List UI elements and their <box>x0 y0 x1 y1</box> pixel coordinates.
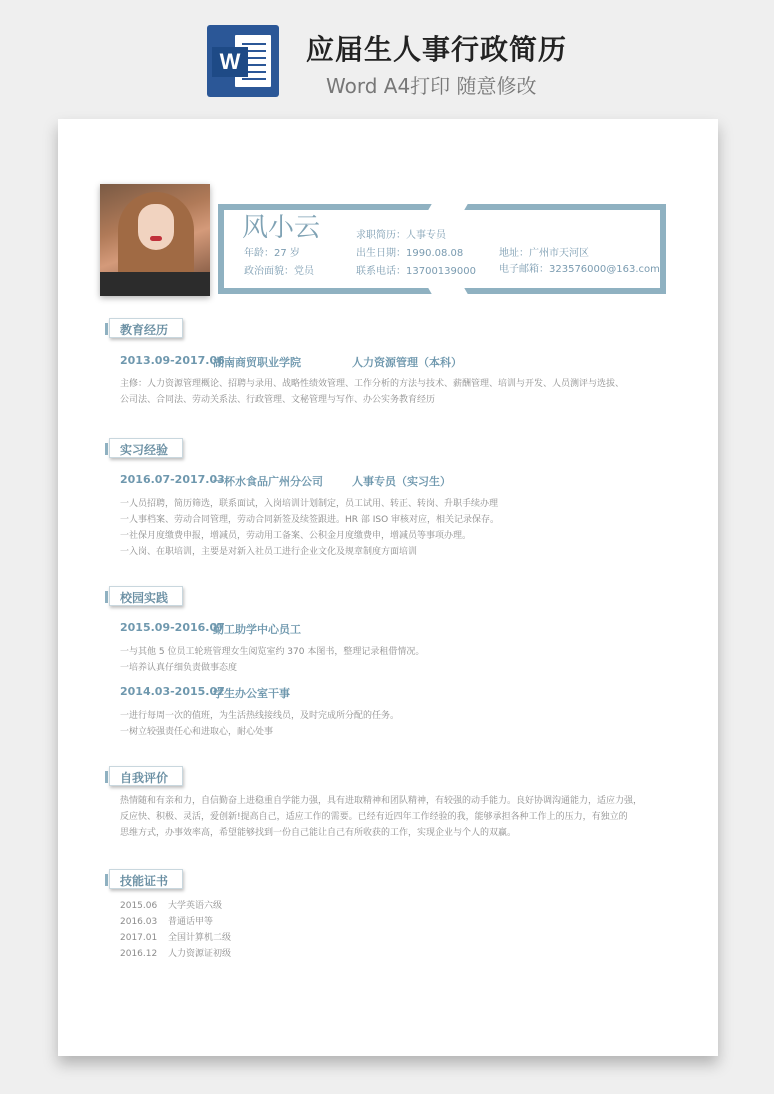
campus-details-1 <box>120 644 424 676</box>
profile-name: 风小云 <box>242 213 321 243</box>
cert-date: 2016.12 <box>120 949 158 959</box>
banner-title: 应届生人事行政简历 <box>306 33 568 66</box>
profile-phone: 联系电话：13700139000 <box>356 266 476 277</box>
education-period: 2013.09-2017.06 <box>120 354 225 367</box>
section-title: 技能证书 <box>120 874 169 888</box>
text-line: 一社保月度缴费申报，增减员，劳动用工备案、公积金月度缴费申，增减员等事项办理。 <box>120 531 472 541</box>
section-education-header <box>109 318 183 338</box>
profile-objective: 求职简历：人事专员 <box>356 230 446 241</box>
education-major: 人力资源管理（本科） <box>352 356 462 369</box>
text-line: 热情随和有亲和力，自信勤奋上进稳重自学能力强，具有进取精神和团队精神，有较强的动手能力。良好协调沟通能力，适应力强， <box>120 796 643 806</box>
text-line: 一进行每周一次的值班，为生活热线接线员，及时完成所分配的任务。 <box>120 711 400 721</box>
cert-date: 2017.01 <box>120 933 158 943</box>
section-campus-header <box>109 586 183 606</box>
campus-period-1: 2015.09-2016.07 <box>120 621 225 634</box>
word-icon <box>207 25 279 97</box>
self-evaluation-text <box>120 793 642 841</box>
profile-address: 地址：广州市天河区 <box>499 248 589 259</box>
cert-name: 大学英语六级 <box>168 901 223 911</box>
education-school: 湖南商贸职业学院 <box>213 356 301 369</box>
text-line: 一树立较强责任心和进取心，耐心处事 <box>120 727 274 737</box>
text-line: 一入岗、在职培训，主要是对新入社员工进行企业文化及规章制度方面培训 <box>120 547 418 557</box>
cert-date: 2015.06 <box>120 901 158 911</box>
internship-role: 人事专员（实习生） <box>352 475 451 488</box>
text-line: 公司法、合同法、劳动关系法、行政管理、文秘管理与写作、办公实务教育经历 <box>120 395 436 405</box>
text-line: 思维方式，办事效率高，希望能够找到一份自己能让自己有所收获的工作，实现企业与个人的双赢。 <box>120 828 517 838</box>
section-certs-header <box>109 869 183 889</box>
cert-date: 2016.03 <box>120 917 158 927</box>
banner <box>0 0 774 110</box>
section-internship-header <box>109 438 183 458</box>
section-title: 教育经历 <box>120 323 169 337</box>
cert-row <box>120 914 213 927</box>
avatar-photo <box>100 184 210 296</box>
resume-page <box>58 119 718 1056</box>
cert-row <box>120 930 231 943</box>
section-title: 校园实践 <box>120 591 169 605</box>
education-details <box>120 376 624 408</box>
cert-name: 普通话甲等 <box>168 917 214 927</box>
cert-row <box>120 946 231 959</box>
internship-period: 2016.07-2017.03 <box>120 473 225 486</box>
section-self-header <box>109 766 183 786</box>
internship-company: 一杯水食品广州分公司 <box>213 475 323 488</box>
section-title: 自我评价 <box>120 771 169 785</box>
campus-details-2 <box>120 708 399 740</box>
banner-subtitle: Word A4打印 随意修改 <box>326 74 537 98</box>
section-title: 实习经验 <box>120 443 169 457</box>
text-line: 一与其他 5 位员工轮班管理女生阅览室约 370 本图书，整理记录租借情况。 <box>120 647 425 657</box>
profile-email: 电子邮箱：323576000@163.com <box>499 264 660 275</box>
internship-details <box>120 496 499 560</box>
profile-political: 政治面貌：党员 <box>244 266 314 277</box>
campus-period-2: 2014.03-2015.07 <box>120 685 225 698</box>
word-letter: W <box>212 47 248 77</box>
text-line: 反应快、积极、灵活，爱创新!提高自己，适应工作的需要。已经有近四年工作经验的我，能够承担各种工作上的压力，有独立的 <box>120 812 628 822</box>
profile-age: 年龄：27 岁 <box>244 248 300 259</box>
cert-name: 人力资源证初级 <box>168 949 232 959</box>
text-line: 一培养认真仔细负责做事态度 <box>120 663 238 673</box>
text-line: 主修：人力资源管理概论、招聘与录用、战略性绩效管理、工作分析的方法与技术、薪酬管理、培训与开发、人员测评与选拔、 <box>120 379 625 389</box>
campus-role-2: 学生办公室干事 <box>213 687 290 700</box>
cert-row <box>120 898 222 911</box>
campus-role-1: 勤工助学中心员工 <box>213 623 301 636</box>
cert-name: 全国计算机二级 <box>168 933 232 943</box>
profile-birth: 出生日期：1990.08.08 <box>356 248 464 259</box>
text-line: 一人事档案、劳动合同管理，劳动合同新签及续签跟进。HR 部 ISO 审核对应，相关记录保存。 <box>120 515 500 525</box>
text-line: 一人员招聘，简历筛选，联系面试，入岗培训计划制定，员工试用、转正、转岗、升职手续办理 <box>120 499 499 509</box>
